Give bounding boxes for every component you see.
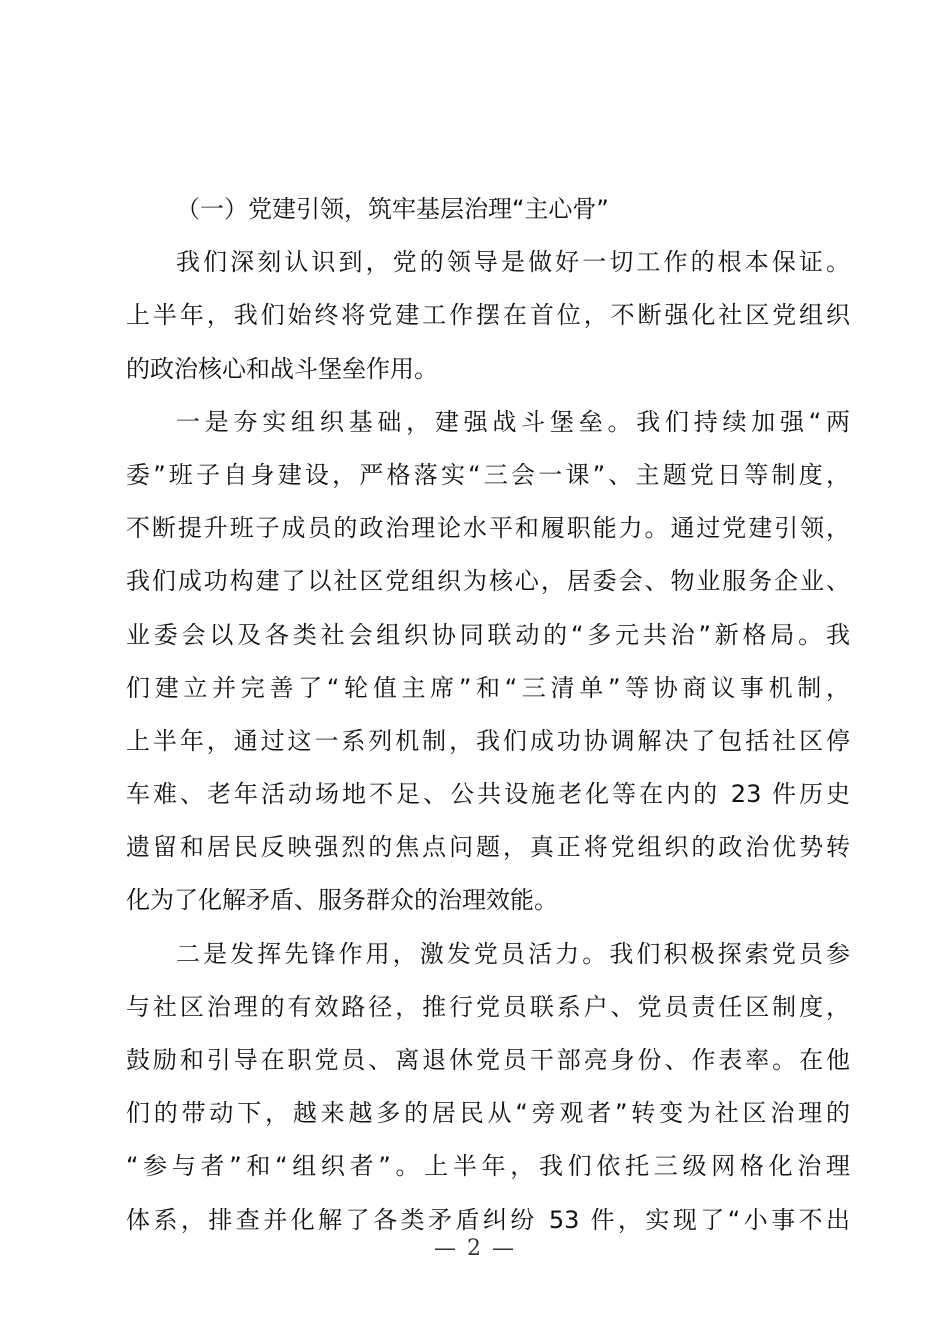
paragraph-line: 二是发挥先锋作用，激发党员活力。我们积极探索党员参 xyxy=(176,939,850,968)
paragraph-line: 化为了化解矛盾、服务群众的治理效能。 xyxy=(126,886,558,915)
paragraph-line: “参与者”和“组织者”。上半年，我们依托三级网格化治理 xyxy=(126,1152,850,1181)
page-number: — 2 — xyxy=(434,1236,516,1261)
paragraph-line: 遗留和居民反映强烈的焦点问题，真正将党组织的政治优势转 xyxy=(126,833,850,862)
paragraph-line: 们的带动下，越来越多的居民从“旁观者”转变为社区治理的 xyxy=(126,1099,850,1128)
section-heading: （一）党建引领，筑牢基层治理“主心骨” xyxy=(176,195,609,223)
paragraph-line: 上半年，通过这一系列机制，我们成功协调解决了包括社区停 xyxy=(126,726,850,755)
paragraph-3 xyxy=(126,928,850,1247)
paragraph-2 xyxy=(126,396,850,928)
paragraph-line: 车难、老年活动场地不足、公共设施老化等在内的 23 件历史 xyxy=(126,780,850,809)
paragraph-line: 业委会以及各类社会组织协同联动的“多元共治”新格局。我 xyxy=(126,620,850,649)
paragraph-line: 我们深刻认识到，党的领导是做好一切工作的根本保证。 xyxy=(176,248,850,277)
paragraph-line: 们建立并完善了“轮值主席”和“三清单”等协商议事机制， xyxy=(126,673,850,702)
paragraph-line: 一是夯实组织基础，建强战斗堡垒。我们持续加强“两 xyxy=(176,407,850,436)
document-body xyxy=(126,183,850,1247)
paragraph-line: 不断提升班子成员的政治理论水平和履职能力。通过党建引领， xyxy=(126,514,850,543)
paragraph-line: 鼓励和引导在职党员、离退休党员干部亮身份、作表率。在他 xyxy=(126,1046,850,1074)
paragraph-line: 与社区治理的有效路径，推行党员联系户、党员责任区制度， xyxy=(126,992,850,1021)
paragraph-1 xyxy=(126,236,850,396)
paragraph-line: 上半年，我们始终将党建工作摆在首位，不断强化社区党组织 xyxy=(126,301,850,330)
paragraph-line: 我们成功构建了以社区党组织为核心，居委会、物业服务企业、 xyxy=(126,567,850,596)
paragraph-line: 委”班子自身建设，严格落实“三会一课”、主题党日等制度， xyxy=(126,460,850,489)
paragraph-line: 的政治核心和战斗堡垒作用。 xyxy=(126,354,438,383)
paragraph-line: 体系，排查并化解了各类矛盾纠纷 53 件，实现了“小事不出 xyxy=(126,1205,850,1234)
